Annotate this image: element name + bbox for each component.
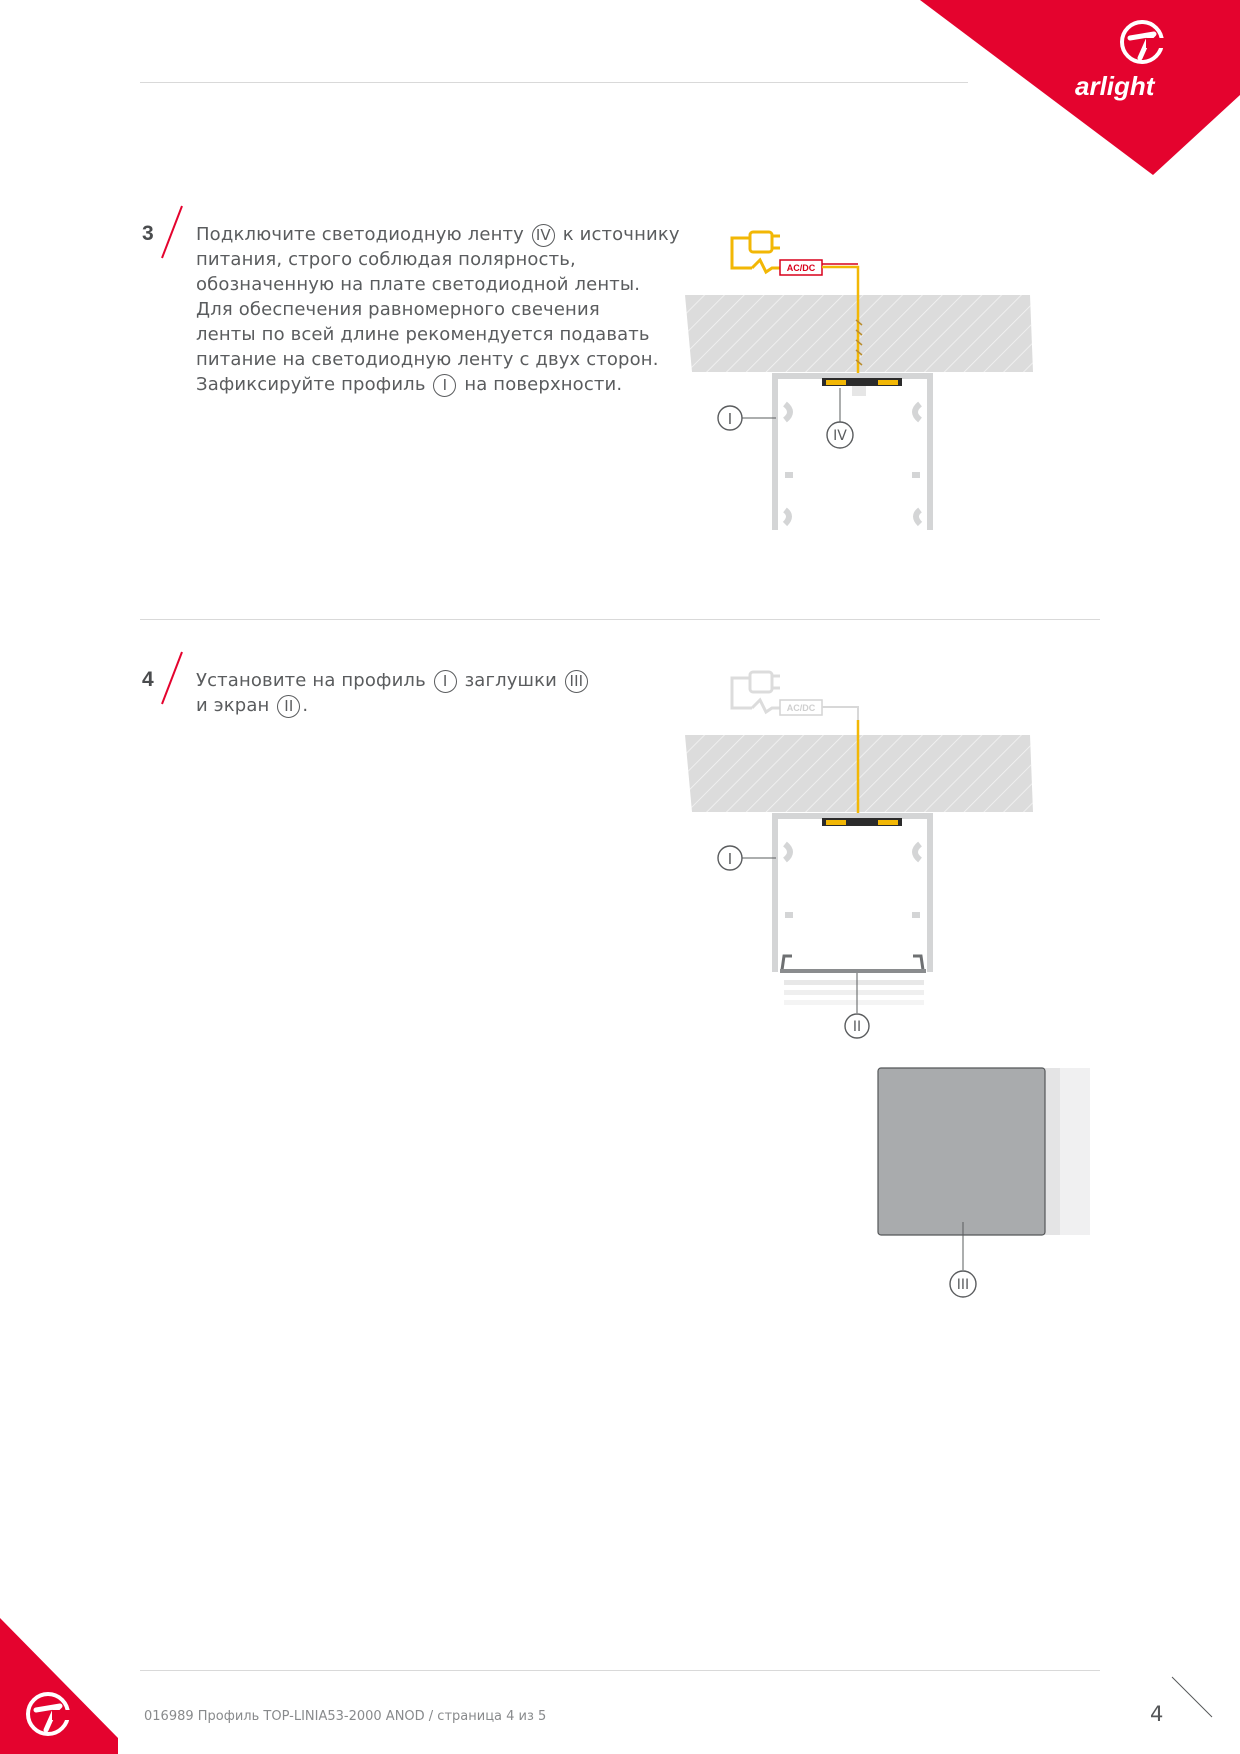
text-run: Подключите светодиодную ленту (196, 224, 530, 245)
ac-dc-driver (780, 260, 822, 275)
text-run: Установите на профиль (196, 670, 432, 691)
step-3-slash (158, 204, 186, 260)
top-rule (140, 82, 968, 83)
step-4-number: 4 (142, 668, 154, 691)
diffuser-screen (780, 956, 926, 1005)
callout-marker: III (565, 670, 588, 693)
footer-rule (140, 1670, 1100, 1671)
callout-III-label: III (956, 1277, 970, 1293)
text-run: Зафиксируйте профиль (196, 374, 432, 395)
callout-I-label: I (727, 410, 733, 428)
page-corner-slash (1170, 1675, 1220, 1725)
callout-I (718, 406, 776, 430)
step-4-text (196, 668, 590, 718)
ac-dc-label: AC/DC (786, 263, 816, 273)
aluminum-profile (772, 814, 933, 972)
step-4-line (196, 668, 590, 693)
footer-document-info: 016989 Профиль TOP-LINIA53-2000 ANOD / страница 4 из 5 (144, 1709, 547, 1724)
led-strip (822, 378, 902, 396)
brand-triangle-bottom (0, 1618, 118, 1754)
callout-IV-label: IV (833, 428, 847, 444)
step-3-line: питания, строго соблюдая полярность, (196, 249, 576, 270)
power-plug-icon (732, 672, 780, 712)
aluminum-profile (772, 374, 933, 530)
callout-marker: I (433, 374, 456, 397)
ac-dc-label: AC/DC (786, 703, 816, 713)
page-number: 4 (1150, 1702, 1164, 1726)
step-3-line (196, 222, 680, 247)
step-4-line (196, 693, 590, 718)
step-4-diagram (680, 660, 1050, 1060)
step-3-line: ленты по всей длине рекомендуется подавать (196, 324, 650, 345)
step-3-line: питание на светодиодную ленту с двух сторон. (196, 349, 659, 370)
power-plug-icon (732, 232, 780, 272)
brand-corner-bottom (0, 1610, 130, 1754)
callout-I (718, 846, 776, 870)
callout-marker: I (434, 670, 457, 693)
section-divider (140, 619, 1100, 620)
step-3-line (196, 372, 680, 397)
led-strip (822, 818, 902, 826)
end-cap-diagram (870, 1062, 1130, 1312)
step-4-slash (158, 650, 186, 706)
callout-I-label: I (727, 850, 733, 868)
step-3-number: 3 (142, 222, 154, 245)
callout-marker: II (277, 695, 300, 718)
text-run: к источнику (556, 224, 680, 245)
step-3-line: обозначенную на плате светодиодной ленты. (196, 274, 641, 295)
step-3-diagram (680, 220, 1050, 540)
callout-marker: IV (532, 224, 555, 247)
text-run: на поверхности. (458, 374, 623, 395)
step-3-text (196, 222, 680, 397)
callout-II-label: II (852, 1019, 862, 1035)
text-run: и экран (196, 695, 276, 716)
text-run: заглушки (458, 670, 563, 691)
ac-dc-driver (780, 700, 822, 715)
brand-logo-text: arlight (1075, 71, 1155, 101)
text-run: . (302, 695, 309, 716)
end-cap (878, 1068, 1045, 1235)
callout-IV (827, 388, 853, 448)
step-3-line: Для обеспечения равномерного свечения (196, 299, 600, 320)
brand-corner (920, 0, 1240, 180)
